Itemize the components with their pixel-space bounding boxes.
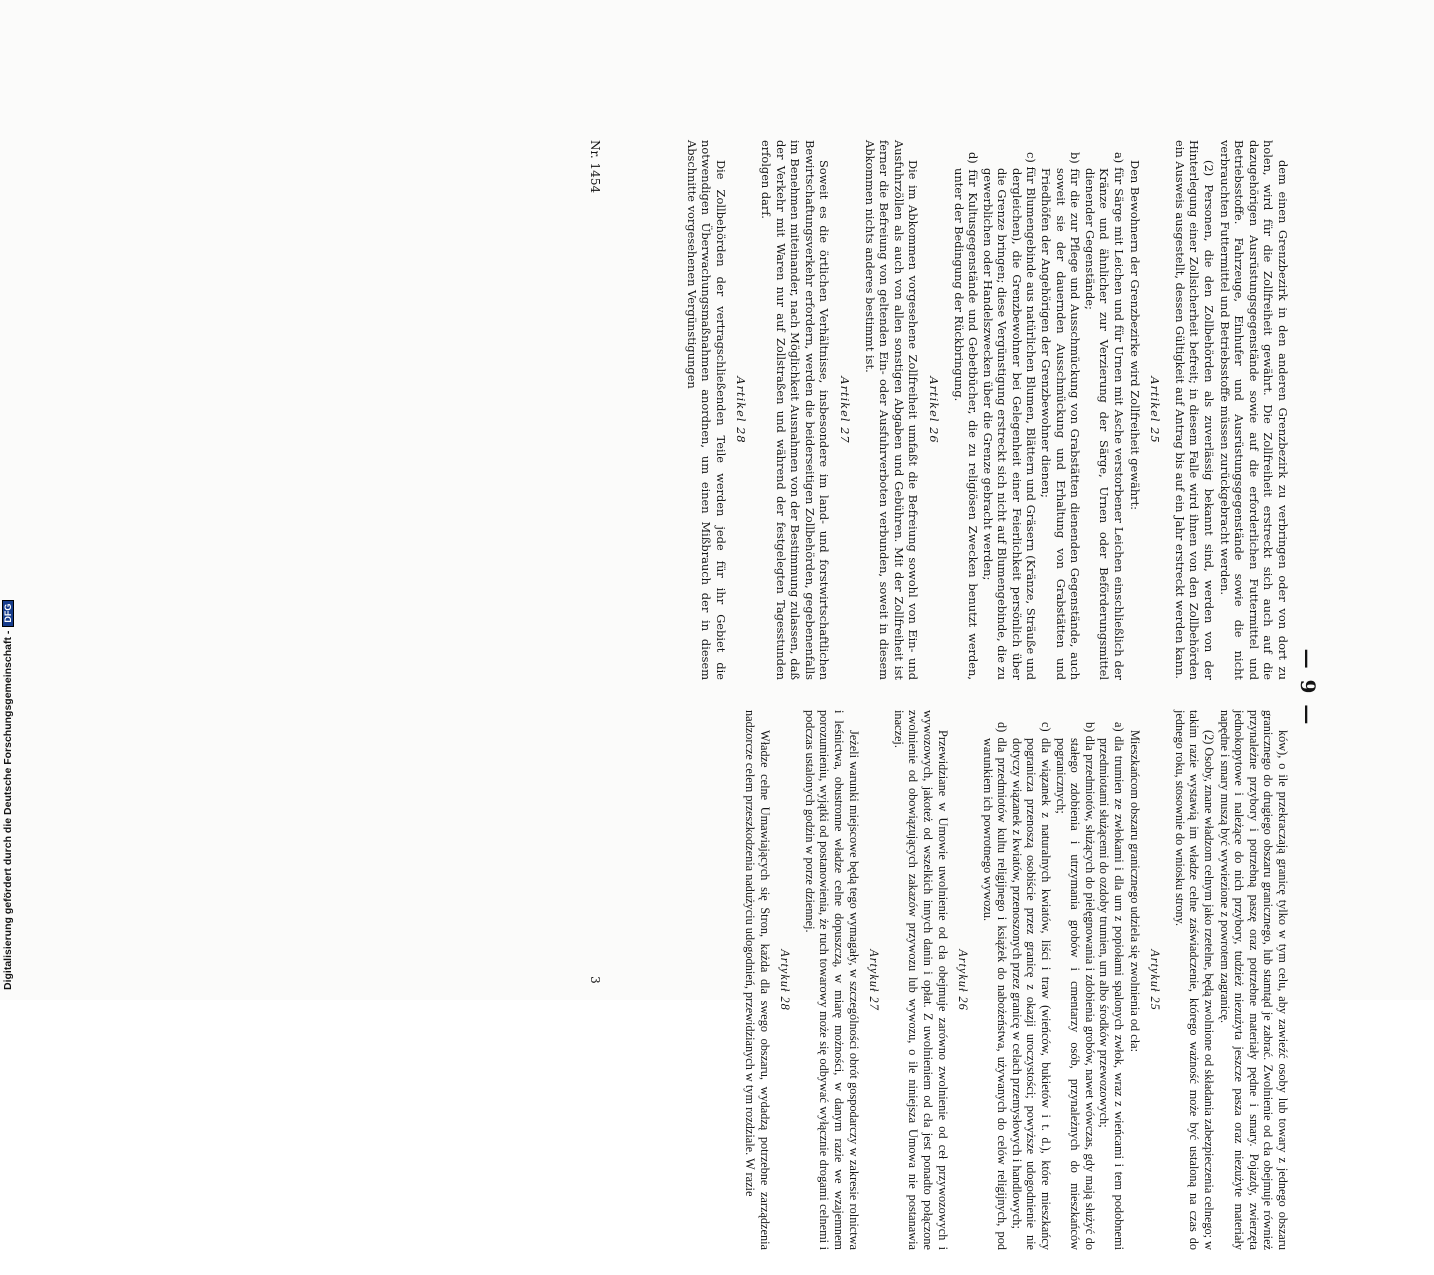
polish-paragraph: Mieszkańcom obszaru granicznego udziela się zwolnienia od cła: xyxy=(1127,730,1142,1052)
german-paragraph: Soweit es die örtlichen Verhältnisse, insbesondere im land- und forstwirtschaftlichen Bewirtschaftungsverkehr erfordern, werden die beiderseitigen Zollbehörden, gegebenenfalls im Benehmen miteinander, nach Möglichkeit Ausnahmen von der Bestimmung zulassen, daß der Verkehr mit Waren nur auf Zollstraßen und während der festgelegten Tagesstunden erfolgen darf. xyxy=(759,140,832,680)
polish-paragraph: Przewidziane w Umowie uwolnienie od cła obejmuje zarówno zwolnienie od ceł przywozowych i wywozowych, jakoteż od wszelkich innych danin i opłat. Z uwolnieniem od cła jest ponadto połączone zwolnienie od obowiązujących zakazów przywozu lub wywozu, o ile niniejsza Umowa nie postanawia inaczej. xyxy=(891,710,950,1250)
digitization-sidebar xyxy=(0,0,22,1000)
polish-paragraph: Władze celne Umawiających się Stron, każda dla swego obszaru, wydadzą potrzebne zarządzenia nadzorcze celem przeszkodzenia nadużyciu udogodnień, przewidzianych w tym rozdziale. W razie xyxy=(743,710,772,1250)
digitization-credit xyxy=(2,600,14,990)
german-list-item: d) für Kultusgegenstände und Gebetbücher, die zu religiösen Zwecken benutzt werden, unter der Bedingung der Rückbringung. xyxy=(951,152,981,680)
german-article-heading: Artikel 26 xyxy=(926,376,941,444)
digitization-credit-text: Digitalisierung gefördert durch die Deutsche Forschungsgemeinschaft - xyxy=(2,630,14,990)
german-article-heading: Artikel 25 xyxy=(1148,376,1163,444)
page-number: — 9 — xyxy=(1296,648,1320,727)
polish-list-item: d) dla przedmiotów kultu religijnego i książek do nabożeństwa, używanych do celów religijnych, pod warunkiem ich powrotnego wywozu. xyxy=(980,722,1010,1250)
german-paragraph: (2) Personen, die den Zollbehörden als zuverlässig bekannt sind, werden von der Hinterlegung einer Zollsicherheit befreit; in diesem Falle wird ihnen von den Zollbehörden ein Ausweis ausgestellt, dessen Gültigkeit auf Antrag bis auf ein Jahr erstreckt werden kann. xyxy=(1172,140,1217,680)
german-paragraph: Die im Abkommen vorgesehene Zollfreiheit umfaßt die Befreiung sowohl von Ein- und Ausfuhrzöllen als auch von allen sonstigen Abgaben und Gebühren. Mit der Zollfreiheit ist ferner die Befreiung von geltenden Ein- oder Ausfuhrverboten verbunden, soweit in diesem Abkommen nichts anderes bestimmt ist. xyxy=(862,140,921,680)
polish-article-heading: Artykuł 28 xyxy=(778,949,793,1011)
polish-column xyxy=(741,710,1290,1250)
german-footer: Nr. 1454 xyxy=(588,140,602,194)
german-list-item: a) für Särge mit Leichen und für Urnen mit Asche verstorbener Leichen einschließlich der Kränze und ähnlicher zur Verzierung der Särge, Urnen oder Beförderungsmittel dienender Gegenstände; xyxy=(1082,152,1127,680)
polish-article-heading: Artykuł 26 xyxy=(956,949,971,1011)
german-article-heading: Artikel 28 xyxy=(734,376,749,444)
german-paragraph: Den Bewohnern der Grenzbezirke wird Zollfreiheit gewährt: xyxy=(1127,160,1142,511)
polish-paragraph: ków), o ile przekraczają granicę tylko w tym celu, aby zawieźć osoby lub towary z jednego obszaru granicznego do drugiego obszaru granicznego, lub stamtąd je zabrać. Zwolnienie od cła obejmuje również przynależne przybory i potrzebną paszę oraz potrzebne materiały pędne i smary. Pojazdy, zwierzęta jednokopytowe i należące do nich przybory, tudzież niezużyta jeszcze pasza oraz niezużyte materiały napędne i smary muszą być wywiezione z powrotem zagranicę. xyxy=(1217,710,1290,1250)
polish-footer: 3 xyxy=(588,976,602,984)
german-article-heading: Artikel 27 xyxy=(837,376,852,444)
polish-list-item: a) dla trumien ze zwłokami i dla urn z popiołami spalonych zwłok, wraz z wieńcami i tem podobnemi przedmiotami służącemi do ozdoby trumien, urn albo środków przewozowych; xyxy=(1097,722,1127,1250)
polish-list-item: b) dla przedmiotów, służących do pielęgnowania i zdobienia grobów, nawet wówczas, gdy mają służyć do stałego zdobienia i utrzymania grobów i cmentarzy osób, przynależnych do mieszkańców pogranicznych; xyxy=(1053,722,1097,1250)
polish-list xyxy=(980,710,1126,1250)
german-list-item: c) für Blumengebinde aus natürlichen Blumen, Blättern und Gräsern (Kränze, Sträuße und dergleichen), die Grenzbewohner bei Gelegenheit einer Feierlichkeit persönlich über die Grenze bringen; diese Vergünstigung erstreckt sich nicht auf Blumengebinde, die zu gewerblichen oder Handelszwecken über die Grenze gebracht werden; xyxy=(980,152,1039,680)
german-paragraph: Die Zollbehörden der vertragschließenden Teile werden jede für ihr Gebiet die notwendigen Überwachungsmaßnahmen anordnen, um einen Mißbrauch der in diesem Abschnitte vorgesehenen Vergünstigungen xyxy=(684,140,728,680)
german-list xyxy=(951,140,1126,680)
dfg-logo: DFG xyxy=(2,600,14,627)
german-column xyxy=(683,140,1290,680)
german-list-item: b) für die zur Pflege und Ausschmückung von Grabstätten dienenden Gegenstände, auch soweit sie der dauernden Ausschmückung und Erhaltung von Grabstätten und Friedhöfen der Angehörigen der Grenzbewohner dienen; xyxy=(1039,152,1083,680)
polish-article-heading: Artykuł 27 xyxy=(867,949,882,1011)
polish-article-heading: Artykuł 25 xyxy=(1148,949,1163,1011)
polish-paragraph: Jeżeli warunki miejscowe będą tego wymagały, w szczególności obrót gospodarczy w zakresie rolnictwa i leśnictwa, obustronne władze celne dopuszczą, w miarę możności, w danym razie we wzajemnem porozumieniu, wyjątki od postanowienia, że ruch towarowy może się odbywać wyłącznie drogami celnemi i podczas ustalonych godzin w porze dziennej. xyxy=(802,710,861,1250)
german-paragraph: dem einen Grenzbezirk in den anderen Grenzbezirk zu verbringen oder von dort zu holen, wird für die Zollfreiheit gewährt. Die Zollfreiheit erstreckt sich auch auf die dazugehörigen Ausrüstungsgegenstände sowie auf die erforderlichen Futtermittel und Betriebsstoffe. Fahrzeuge, Einhufer und Ausrüstungsgegenstände sowie die nicht verbrauchten Futtermittel und Betriebsstoffe müssen zurückgebracht werden. xyxy=(1217,140,1290,680)
polish-paragraph: (2) Osoby, znane władzom celnym jako rzetelne, będą zwolnione od składania zabezpieczenia celnego; w takim razie wystawią im władze celne zaświadczenie, którego ważność może być ustaloną na czas do jednego roku, stosownie do wniosku strony. xyxy=(1172,710,1217,1250)
rotated-page-content xyxy=(175,100,1350,1250)
polish-list-item: c) dla wiązanek z naturalnych kwiatów, liści i traw (wieńców, bukietów i t. d.), które mieszkańcy pogranicza przenoszą osobiście przez granicę z okazji uroczystości; powyższe udogodnienie nie dotyczy wiązanek z kwiatów, przenoszonych przez granicę w celach przemysłowych i handlowych; xyxy=(1009,722,1054,1250)
